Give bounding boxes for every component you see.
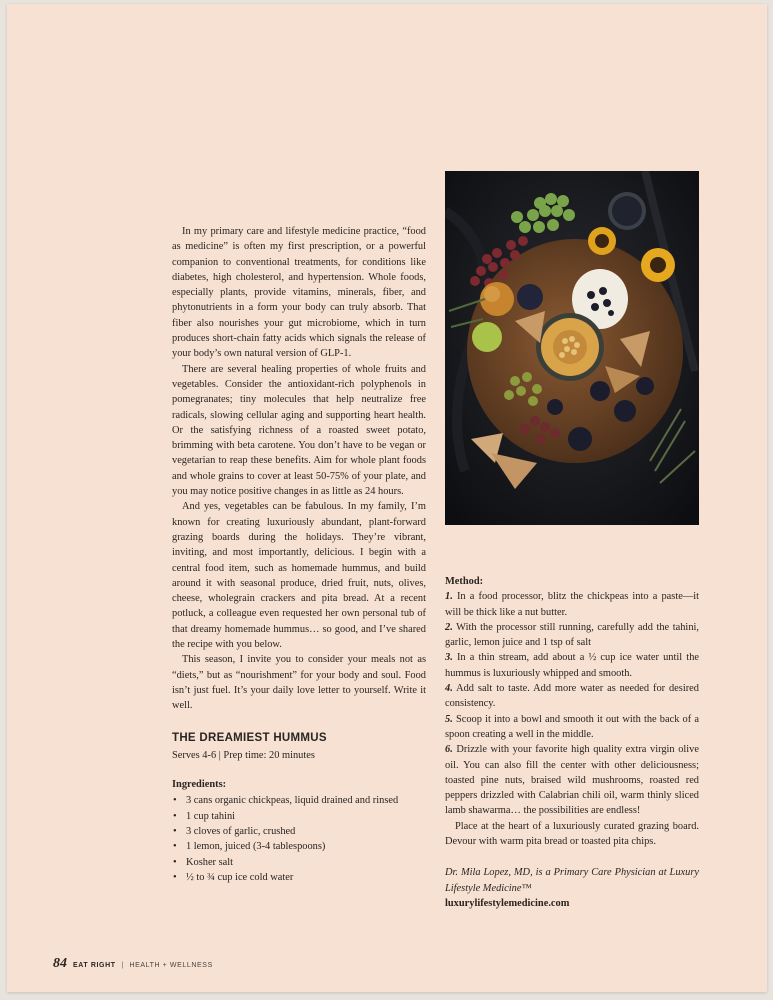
- serving-suggestion: Place at the heart of a luxuriously curated grazing board. Devour with warm pita bread or toasted pita chips.: [445, 820, 699, 848]
- step-number: 4.: [445, 683, 453, 695]
- method-step: [445, 681, 699, 712]
- page-footer: [53, 956, 213, 972]
- section-name: HEALTH + WELLNESS: [129, 962, 213, 969]
- ingredient-item: • ½ to ¾ cup ice cold water: [172, 870, 426, 885]
- intro-paragraph: In my primary care and lifestyle medicine practice, “food as medicine” is often my first prescription, or a powerful companion to conventional treatments, for conditions like diabetes, high cholesterol, and hypertension. Whole foods, especially plants, provide vitamins, minerals, fiber, and phytonutrients in a form your body can truly absorb. That fiber also nourishes your gut microbiome, which in turn produces short-chain fatty acids which signals the release of your body’s own natural version of GLP-1.: [172, 226, 426, 360]
- ingredients-heading: Ingredients:: [172, 779, 227, 791]
- step-text: Scoop it into a bowl and smooth it out with the back of a spoon creating a well in the middle.: [445, 713, 699, 740]
- step-number: 3.: [445, 652, 453, 664]
- step-text: With the processor still running, carefully add the tahini, garlic, lemon juice and 1 tsp of salt: [445, 621, 699, 649]
- page-number: 84: [53, 956, 67, 971]
- method-column: [445, 574, 699, 911]
- step-number: 2.: [445, 621, 453, 633]
- method-step: [445, 742, 699, 818]
- magazine-page: [7, 4, 767, 992]
- intro-paragraph: This season, I invite you to consider your meals not as “diets,” but as “nourishment” for your body and soul. Food isn’t just fuel. It’s your daily love letter to yourself. Write it well.: [172, 654, 426, 712]
- magazine-section-name: EAT RIGHT: [73, 962, 116, 969]
- method-step: [445, 589, 699, 620]
- step-number: 5.: [445, 713, 453, 725]
- step-text: In a food processor, blitz the chickpeas into a paste—it will be thick like a nut butter.: [445, 591, 699, 618]
- method-heading: Method:: [445, 576, 484, 587]
- method-step: [445, 650, 699, 681]
- grazing-board-photo: [445, 171, 699, 525]
- step-number: 6.: [445, 744, 453, 756]
- intro-paragraph: And yes, vegetables can be fabulous. In my family, I’m known for creating luxuriously abundant, plant-forward grazing boards during the holidays. They’re vibrant, inviting, and most importantly, delicious. I begin with a central food item, such as homemade hummus, and build around it with seasonal produce, dried fruit, nuts, olives, cheese, wholegrain crackers and pita bread. At a recent potluck, a colleague even requested her own personal tub of that dreamy homemade hummus… so good, and I’ve shared the recipe with you below.: [172, 501, 426, 651]
- ingredients-list: [172, 793, 426, 885]
- method-step: [445, 712, 699, 743]
- ingredient-item: • 1 cup tahini: [172, 809, 426, 824]
- step-text: In a thin stream, add about a ½ cup ice water until the hummus is luxuriously whipped and smooth.: [445, 652, 699, 679]
- author-website-link[interactable]: luxurylifestylemedicine.com: [445, 897, 570, 909]
- footer-separator: |: [121, 962, 124, 969]
- intro-paragraph: There are several healing properties of whole fruits and vegetables. Consider the antioxidant-rich polyphenols in pomegranates; tiny molecules that help neutralize free radicals, slowing cellular aging and supporting heart health. Or the satisfying richness of a roasted sweet potato, brimming with beta carotene. You don’t have to be vegan or vegetarian to reap these benefits. Aim for whole plant foods and whole grains to cover at least 50-75% of your plate, and you may notice positive changes in as little as 24 hours.: [172, 363, 426, 498]
- step-text: Add salt to taste. Add more water as needed for desired consistency.: [445, 683, 699, 710]
- ingredient-item: • 3 cans organic chickpeas, liquid drained and rinsed: [172, 793, 426, 808]
- step-number: 1.: [445, 591, 453, 603]
- recipe-title: THE DREAMIEST HUMMUS: [172, 731, 327, 744]
- recipe-serves: Serves 4-6 | Prep time: 20 minutes: [172, 749, 315, 761]
- author-bio: Dr. Mila Lopez, MD, is a Primary Care Physician at Luxury Lifestyle Medicine™: [445, 867, 699, 894]
- method-step: [445, 620, 699, 651]
- ingredient-item: • 3 cloves of garlic, crushed: [172, 824, 426, 839]
- step-text: Drizzle with your favorite high quality extra virgin olive oil. You can also fill the center with other deliciousness; toasted pine nuts, braised wild mushrooms, roasted red peppers drizzled with Calabrian chili oil, warm thinly sliced lamb shawarma… the possibilities are endless!: [445, 744, 699, 817]
- article-left-column: [172, 224, 426, 885]
- ingredient-item: • Kosher salt: [172, 855, 426, 870]
- grazing-board-illustration: [445, 171, 699, 525]
- ingredient-item: • 1 lemon, juiced (3-4 tablespoons): [172, 839, 426, 854]
